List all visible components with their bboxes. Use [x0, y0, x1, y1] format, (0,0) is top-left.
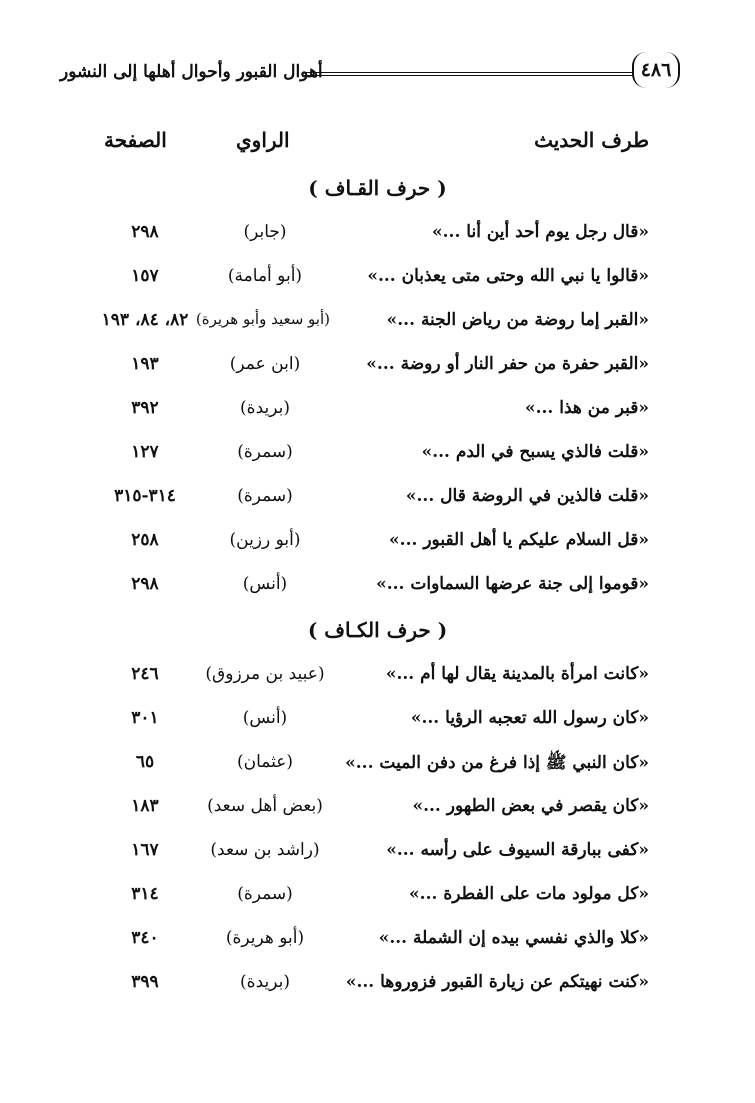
hadith-text: «كل مولود مات على الفطرة ...» — [409, 884, 649, 904]
hadith-text: «القبر إما روضة من رياض الجنة ...» — [386, 310, 649, 330]
table-row — [0, 752, 755, 782]
page-ref: ٣٩٢ — [131, 398, 159, 418]
narrator: (بريدة) — [240, 398, 290, 418]
column-header-page: الصفحة — [104, 128, 167, 152]
column-header-hadith: طرف الحديث — [534, 128, 649, 152]
page-ref: ٢٩٨ — [131, 222, 159, 242]
hadith-text: «كانت امرأة بالمدينة يقال لها أم ...» — [385, 664, 649, 684]
page-ref: ١٥٧ — [131, 266, 159, 286]
table-row — [0, 574, 755, 604]
narrator: (عثمان) — [236, 752, 294, 772]
table-row — [0, 354, 755, 384]
hadith-text: «كان النبي ﷺ إذا فرغ من دفن الميت ...» — [345, 753, 649, 773]
narrator: (بعض أهل سعد) — [207, 796, 323, 816]
table-row — [0, 884, 755, 914]
page-ref: ٦٥ — [135, 752, 155, 772]
hadith-text: «كلا والذي نفسي بيده إن الشملة ...» — [378, 928, 649, 948]
page-header — [60, 52, 680, 92]
page-ref: ٣٩٩ — [131, 972, 159, 992]
narrator: (أبو هريرة) — [225, 928, 305, 948]
page-ref: ١٢٧ — [131, 442, 159, 462]
table-row — [0, 708, 755, 738]
page-ref: ١٨٣ — [131, 796, 159, 816]
hadith-text: «قال رجل يوم أحد أين أنا ...» — [432, 222, 649, 242]
table-row — [0, 972, 755, 1002]
column-header-narrator: الراوي — [236, 128, 290, 152]
hadith-text: «كان يقصر في بعض الطهور ...» — [412, 796, 649, 816]
page-ref: ٣٠١ — [131, 708, 159, 728]
hadith-text: «قلت فالذين في الروضة قال ...» — [405, 486, 649, 506]
hadith-text: «القبر حفرة من حفر النار أو روضة ...» — [366, 354, 649, 374]
header-rule — [304, 72, 634, 76]
page-ref: ٢٩٨ — [131, 574, 159, 594]
table-row — [0, 840, 755, 870]
narrator: (ابن عمر) — [229, 354, 301, 374]
narrator: (راشد بن سعد) — [210, 840, 320, 860]
page-ref: ٣١٤-٣١٥ — [114, 486, 176, 506]
narrator: (عبيد بن مرزوق) — [205, 664, 325, 684]
table-row — [0, 664, 755, 694]
hadith-text: «قل السلام عليكم يا أهل القبور ...» — [389, 530, 649, 550]
page-ref: ٣١٤ — [131, 884, 159, 904]
narrator: (أبو سعيد وأبو هريرة) — [195, 310, 330, 328]
hadith-text: «كان رسول الله تعجبه الرؤيا ...» — [410, 708, 649, 728]
narrator: (سمرة) — [237, 442, 293, 462]
hadith-text: «قبر من هذا ...» — [524, 398, 649, 418]
section-title-kaf: ( حرف الكـاف ) — [307, 618, 448, 642]
hadith-text: «قلت فالذي يسبح في الدم ...» — [421, 442, 649, 462]
table-row — [0, 530, 755, 560]
page-ref: ٢٥٨ — [131, 530, 159, 550]
page-ref: ٢٤٦ — [131, 664, 159, 684]
narrator: (بريدة) — [240, 972, 290, 992]
narrator: (جابر) — [243, 222, 287, 242]
section-title-qaf: ( حرف القـاف ) — [308, 176, 447, 200]
table-row — [0, 222, 755, 252]
narrator: (أبو رزين) — [229, 530, 301, 550]
table-row — [0, 796, 755, 826]
narrator: (أنس) — [242, 708, 288, 728]
hadith-text: «كفى ببارقة السيوف على رأسه ...» — [386, 840, 649, 860]
table-row — [0, 398, 755, 428]
running-title: أهوال القبور وأحوال أهلها إلى النشور — [60, 62, 323, 82]
page-ref: ١٩٣ — [131, 354, 159, 374]
table-row — [0, 928, 755, 958]
hadith-text: «قالوا يا نبي الله وحتى متى يعذبان ...» — [367, 266, 649, 286]
table-row — [0, 442, 755, 472]
table-row — [0, 486, 755, 516]
page-ref: ١٦٧ — [131, 840, 159, 860]
narrator: (سمرة) — [237, 486, 293, 506]
hadith-text: «كنت نهيتكم عن زيارة القبور فزوروها ...» — [345, 972, 649, 992]
table-row — [0, 266, 755, 296]
page-number: ٤٨٦ — [632, 52, 680, 88]
page-ref: ٣٤٠ — [131, 928, 159, 948]
narrator: (سمرة) — [237, 884, 293, 904]
page-ref: ٨٢، ٨٤، ١٩٣ — [101, 310, 189, 330]
narrator: (أبو أمامة) — [227, 266, 303, 286]
table-row — [0, 310, 755, 340]
narrator: (أنس) — [242, 574, 288, 594]
hadith-text: «قوموا إلى جنة عرضها السماوات ...» — [376, 574, 649, 594]
